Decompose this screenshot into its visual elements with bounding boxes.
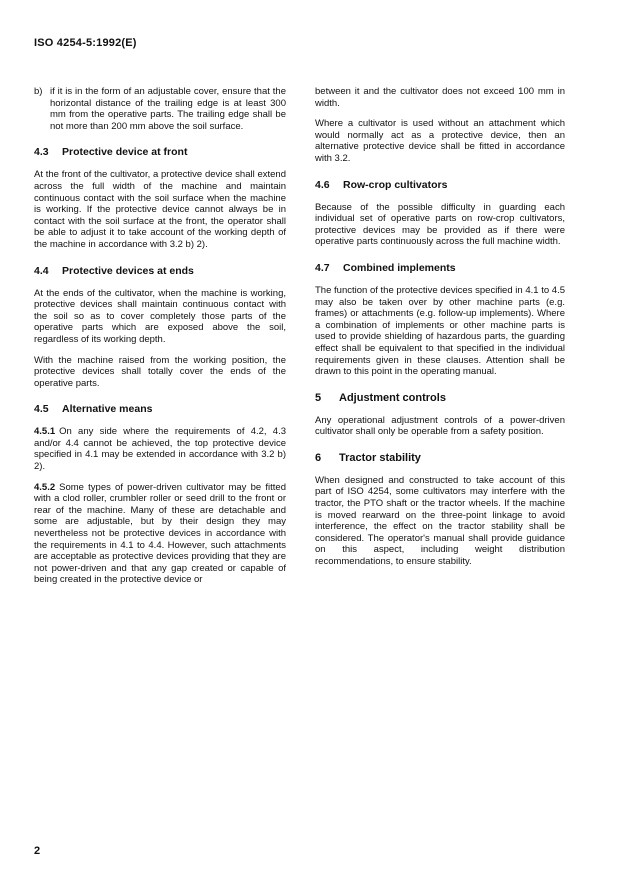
- section-title: Tractor stability: [339, 451, 421, 464]
- section-heading-4-6: [315, 179, 565, 192]
- paragraph: At the front of the cultivator, a protective device shall extend across the full width of the machine and maintain continuous contact with the soil surface when the machine is working. If the protective device cannot always be in contact with the soil surface at the front, the operator shall be able to adjust it to take account of the working depth of the machine in accordance with 3.2 b) 2).: [34, 169, 286, 250]
- section-heading-5: [315, 392, 565, 405]
- paragraph: The function of the protective devices specified in 4.1 to 4.5 may also be taken over by other machine parts (e.g. frames) or attachments (e.g. follow-up implements). Where a combination of implements or other machine parts is used to provide shielding of hazardous parts, the guarding effect shall be equivalent to that specified in the individual requirements given in these clauses. Attention shall be drawn to this point in the operating manual.: [315, 284, 565, 378]
- paragraph-4-5-2: [34, 482, 286, 586]
- subsection-number: 4.5.1: [34, 426, 56, 438]
- section-number: 4.4: [34, 264, 49, 277]
- paragraph-text: On any side where the requirements of 4.2, 4.3 and/or 4.4 cannot be achieved, the top protective device specified in 4.1 may be extended in accordance with 3.2 b) 2).: [34, 426, 286, 473]
- section-title: Protective device at front: [62, 146, 188, 159]
- right-column: [315, 86, 565, 577]
- section-title: Alternative means: [62, 403, 153, 416]
- section-number: 4.3: [34, 146, 49, 159]
- paragraph: At the ends of the cultivator, when the machine is working, protective devices shall maintain continuous contact with the soil so as to cover completely those parts of the operative parts which are exposed above the soil, regardless of its working depth.: [34, 287, 286, 345]
- section-number: 4.6: [315, 178, 330, 191]
- paragraph: Any operational adjustment controls of a power-driven cultivator shall only be operable from a safety position.: [315, 414, 565, 438]
- section-heading-4-7: [315, 262, 565, 275]
- paragraph: Because of the possible difficulty in guarding each individual set of operative parts on row-crop cultivators, protective devices may be provided as if there were operative parts continuously across the full machine width.: [315, 201, 565, 248]
- section-heading-6: [315, 452, 565, 465]
- section-title: Combined implements: [343, 261, 456, 274]
- paragraph: When designed and constructed to take account of this part of ISO 4254, some cultivators may interfere with the tractor, the PTO shaft or the tractor wheels. If the machine is moved rearward on the three-point linkage to avoid interference, the effect on the tractor stability shall be considered. The operator's manual shall provide guidance on this aspect, including weight distribution recommendations, to ensure stability.: [315, 474, 565, 568]
- page-number: 2: [34, 845, 41, 857]
- paragraph: With the machine raised from the working position, the protective devices shall totally cover the ends of the operative parts.: [34, 354, 286, 389]
- section-title: Row-crop cultivators: [343, 178, 448, 191]
- section-number: 5: [315, 391, 322, 404]
- paragraph: Where a cultivator is used without an attachment which would normally act as a protective device, then an alternative protective device shall be fitted in accordance with 3.2.: [315, 118, 565, 164]
- section-heading-4-3: [34, 146, 286, 159]
- section-heading-4-5: [34, 403, 286, 416]
- section-title: Protective devices at ends: [62, 264, 194, 277]
- section-heading-4-4: [34, 265, 286, 278]
- paragraph-text: Some types of power-driven cultivator may be fitted with a clod roller, crumbler roller or seed drill to the front or rear of the machine. Many of these are detachable and some are adjustable, but by their design they may nevertheless not be protective devices in accordance with the requirements in 4.1 to 4.4. However, such attachments are acceptable as protective devices providing that they are not power-driven and that any gap created or capable of being created in the protective device or: [34, 481, 286, 586]
- section-number: 4.7: [315, 261, 330, 274]
- list-item-label: b): [34, 86, 43, 97]
- section-title: Adjustment controls: [339, 391, 446, 404]
- paragraph-continuation: between it and the cultivator does not exceed 100 mm in width.: [315, 86, 565, 109]
- document-header: ISO 4254-5:1992(E): [34, 37, 137, 49]
- paragraph-4-5-1: [34, 426, 286, 472]
- list-item-b: [34, 86, 286, 132]
- subsection-number: 4.5.2: [34, 481, 56, 493]
- section-number: 4.5: [34, 403, 49, 416]
- list-item-text: if it is in the form of an adjustable cover, ensure that the horizontal distance of the trailing edge is at least 300 mm from the operative parts. The trailing edge shall be not more than 200 mm above the soil surface.: [50, 86, 286, 132]
- left-column: [34, 86, 286, 595]
- section-number: 6: [315, 451, 322, 464]
